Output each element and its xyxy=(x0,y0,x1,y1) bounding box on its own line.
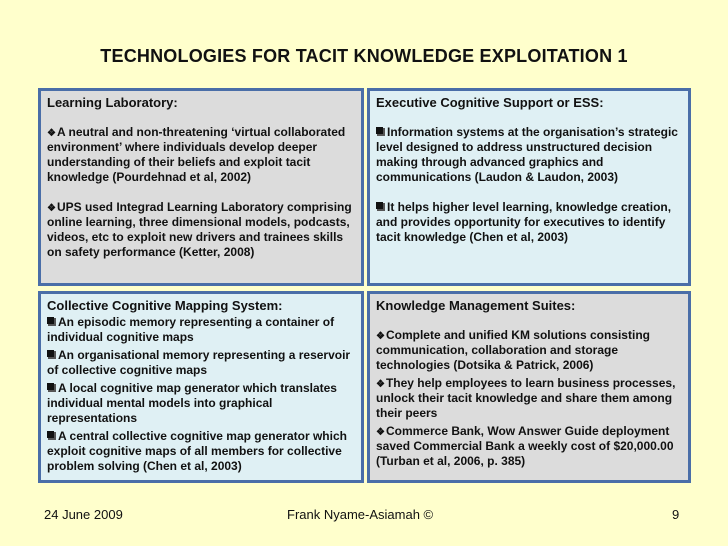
footer-page-number: 9 xyxy=(672,507,680,522)
knowledge-management-suites-item: ❖Commerce Bank, Wow Answer Guide deployment saved Commercial Bank a weekly cost of $20,000.00 (Turban et al, 2006, p. 385) xyxy=(376,424,674,468)
collective-cognitive-mapping-box xyxy=(38,291,364,483)
learning-laboratory-item: ❖A neutral and non-threatening ‘virtual collaborated environment’ where individuals develop deeper understanding of their beliefs and exploit tacit knowledge (Pourdehnad et al, 2002) xyxy=(47,125,346,184)
shadow-square-bullet-icon xyxy=(376,127,385,136)
learning-laboratory-heading: Learning Laboratory: xyxy=(47,95,178,110)
executive-support-item: It helps higher level learning, knowledge creation, and provides opportunity for executives to identify tacit knowledge (Chen et al, 2003) xyxy=(376,200,672,244)
shadow-square-bullet-icon xyxy=(47,383,56,392)
collective-cognitive-mapping-item: A local cognitive map generator which translates individual mental models into graphical representations xyxy=(47,381,337,425)
four-diamond-bullet-icon: ❖ xyxy=(376,331,385,342)
four-diamond-bullet-icon: ❖ xyxy=(47,203,56,214)
executive-support-item: Information systems at the organisation’s strategic level designed to address unstructured decision making through advanced graphics and communications (Laudon & Laudon, 2003) xyxy=(376,125,678,184)
collective-cognitive-mapping-item: An organisational memory representing a reservoir of collective cognitive maps xyxy=(47,348,351,377)
learning-laboratory-item: ❖UPS used Integrad Learning Laboratory comprising online learning, three dimensional models, podcasts, videos, etc to exploit new drivers and trainees skills on safety performance (Ketter, 2008) xyxy=(47,200,352,259)
shadow-square-bullet-icon xyxy=(376,202,385,211)
collective-cognitive-mapping-heading: Collective Cognitive Mapping System: xyxy=(47,298,283,313)
knowledge-management-suites-box xyxy=(367,291,691,483)
executive-support-box xyxy=(367,88,691,286)
knowledge-management-suites-item: ❖Complete and unified KM solutions consisting communication, collaboration and storage technologies (Dotsika & Patrick, 2006) xyxy=(376,328,650,372)
learning-laboratory-box xyxy=(38,88,364,286)
knowledge-management-suites-item: ❖They help employees to learn business processes, unlock their tacit knowledge and share them among their peers xyxy=(376,376,676,420)
four-diamond-bullet-icon: ❖ xyxy=(47,128,56,139)
knowledge-management-suites-heading: Knowledge Management Suites: xyxy=(376,298,576,313)
footer-author: Frank Nyame-Asiamah © xyxy=(287,507,434,522)
footer-date: 24 June 2009 xyxy=(44,507,123,522)
shadow-square-bullet-icon xyxy=(47,431,56,440)
four-diamond-bullet-icon: ❖ xyxy=(376,427,385,438)
executive-support-heading: Executive Cognitive Support or ESS: xyxy=(376,95,604,110)
collective-cognitive-mapping-item: An episodic memory representing a container of individual cognitive maps xyxy=(47,315,335,344)
shadow-square-bullet-icon xyxy=(47,350,56,359)
four-diamond-bullet-icon: ❖ xyxy=(376,379,385,390)
shadow-square-bullet-icon xyxy=(47,317,56,326)
slide-title: TECHNOLOGIES FOR TACIT KNOWLEDGE EXPLOITATION 1 xyxy=(100,46,628,66)
collective-cognitive-mapping-item: A central collective cognitive map generator which exploit cognitive maps of all members for collective problem solving (Chen et al, 2003) xyxy=(47,429,347,473)
